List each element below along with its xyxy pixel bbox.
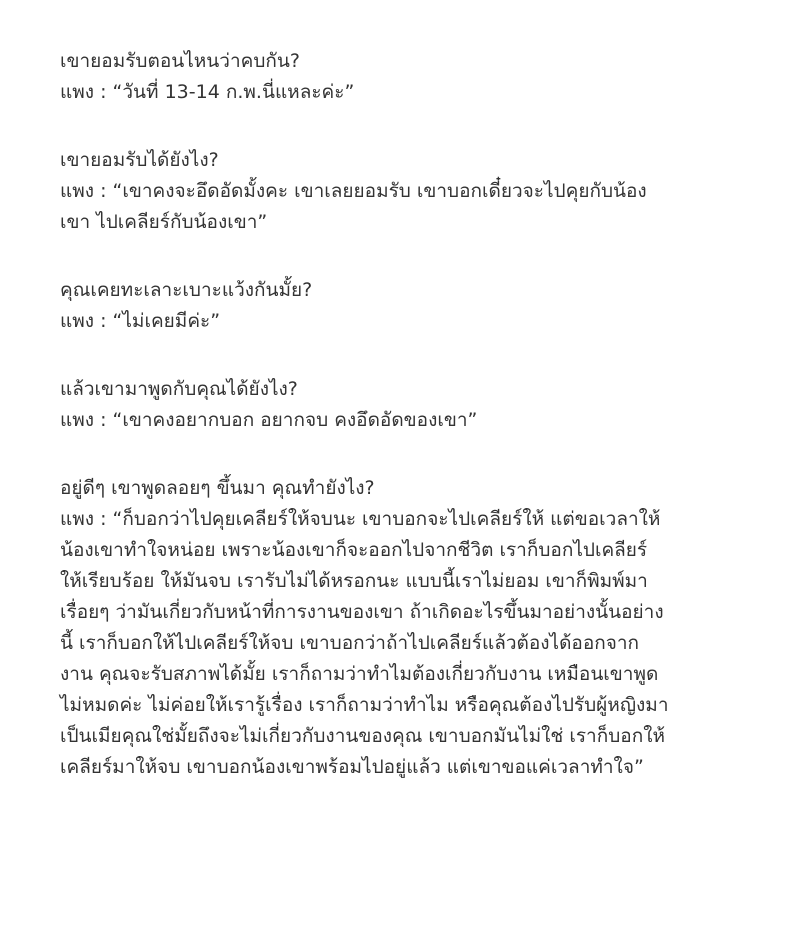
- answer-line: นี้ เราก็บอกให้ไปเคลียร์ให้จบ เขาบอกว่าถ้าไปเคลียร์แล้วต้องได้ออกจาก: [60, 632, 640, 654]
- article-body: [60, 46, 760, 820]
- answer-line: แพง : “ไม่เคยมีค่ะ”: [60, 310, 221, 332]
- qa-block-1: [60, 46, 760, 108]
- qa-block-2: [60, 145, 760, 238]
- answer-line: ให้เรียบร้อย ให้มันจบ เรารับไม่ได้หรอกนะ แบบนี้เราไม่ยอม เขาก็พิมพ์มา: [60, 570, 648, 592]
- answer-line: งาน คุณจะรับสภาพได้มั้ย เราก็ถามว่าทำไมต้องเกี่ยวกับงาน เหมือนเขาพูด: [60, 663, 659, 685]
- answer-line: แพง : “วันที่ 13-14 ก.พ.นี่แหละค่ะ”: [60, 81, 355, 103]
- answer-line: แพง : “ก็บอกว่าไปคุยเคลียร์ให้จบนะ เขาบอกจะไปเคลียร์ให้ แต่ขอเวลาให้: [60, 508, 661, 530]
- question-text: เขายอมรับตอนไหนว่าคบกัน?: [60, 50, 300, 72]
- answer-line: เรื่อยๆ ว่ามันเกี่ยวกับหน้าที่การงานของเขา ถ้าเกิดอะไรขึ้นมาอย่างนั้นอย่าง: [60, 601, 664, 623]
- qa-block-4: [60, 374, 760, 436]
- question-text: เขายอมรับได้ยังไง?: [60, 149, 219, 171]
- qa-block-5: [60, 473, 760, 783]
- question-text: แล้วเขามาพูดกับคุณได้ยังไง?: [60, 378, 298, 400]
- qa-block-3: [60, 275, 760, 337]
- answer-line: เคลียร์มาให้จบ เขาบอกน้องเขาพร้อมไปอยู่แล้ว แต่เขาขอแค่เวลาทำใจ”: [60, 756, 644, 778]
- question-text: คุณเคยทะเลาะเบาะแว้งกันมั้ย?: [60, 279, 313, 301]
- question-text: อยู่ดีๆ เขาพูดลอยๆ ขึ้นมา คุณทำยังไง?: [60, 477, 375, 499]
- answer-line: แพง : “เขาคงจะอึดอัดมั้งคะ เขาเลยยอมรับ เขาบอกเดี๋ยวจะไปคุยกับน้อง: [60, 180, 647, 202]
- answer-line: แพง : “เขาคงอยากบอก อยากจบ คงอึดอัดของเขา”: [60, 409, 478, 431]
- answer-line: เป็นเมียคุณใช่มั้ยถึงจะไม่เกี่ยวกับงานของคุณ เขาบอกมันไม่ใช่ เราก็บอกให้: [60, 725, 665, 747]
- answer-line: ไม่หมดค่ะ ไม่ค่อยให้เรารู้เรื่อง เราก็ถามว่าทำไม หรือคุณต้องไปรับผู้หญิงมา: [60, 694, 669, 716]
- answer-line: น้องเขาทำใจหน่อย เพราะน้องเขาก็จะออกไปจากชีวิต เราก็บอกไปเคลียร์: [60, 539, 648, 561]
- answer-line: เขา ไปเคลียร์กับน้องเขา”: [60, 211, 268, 233]
